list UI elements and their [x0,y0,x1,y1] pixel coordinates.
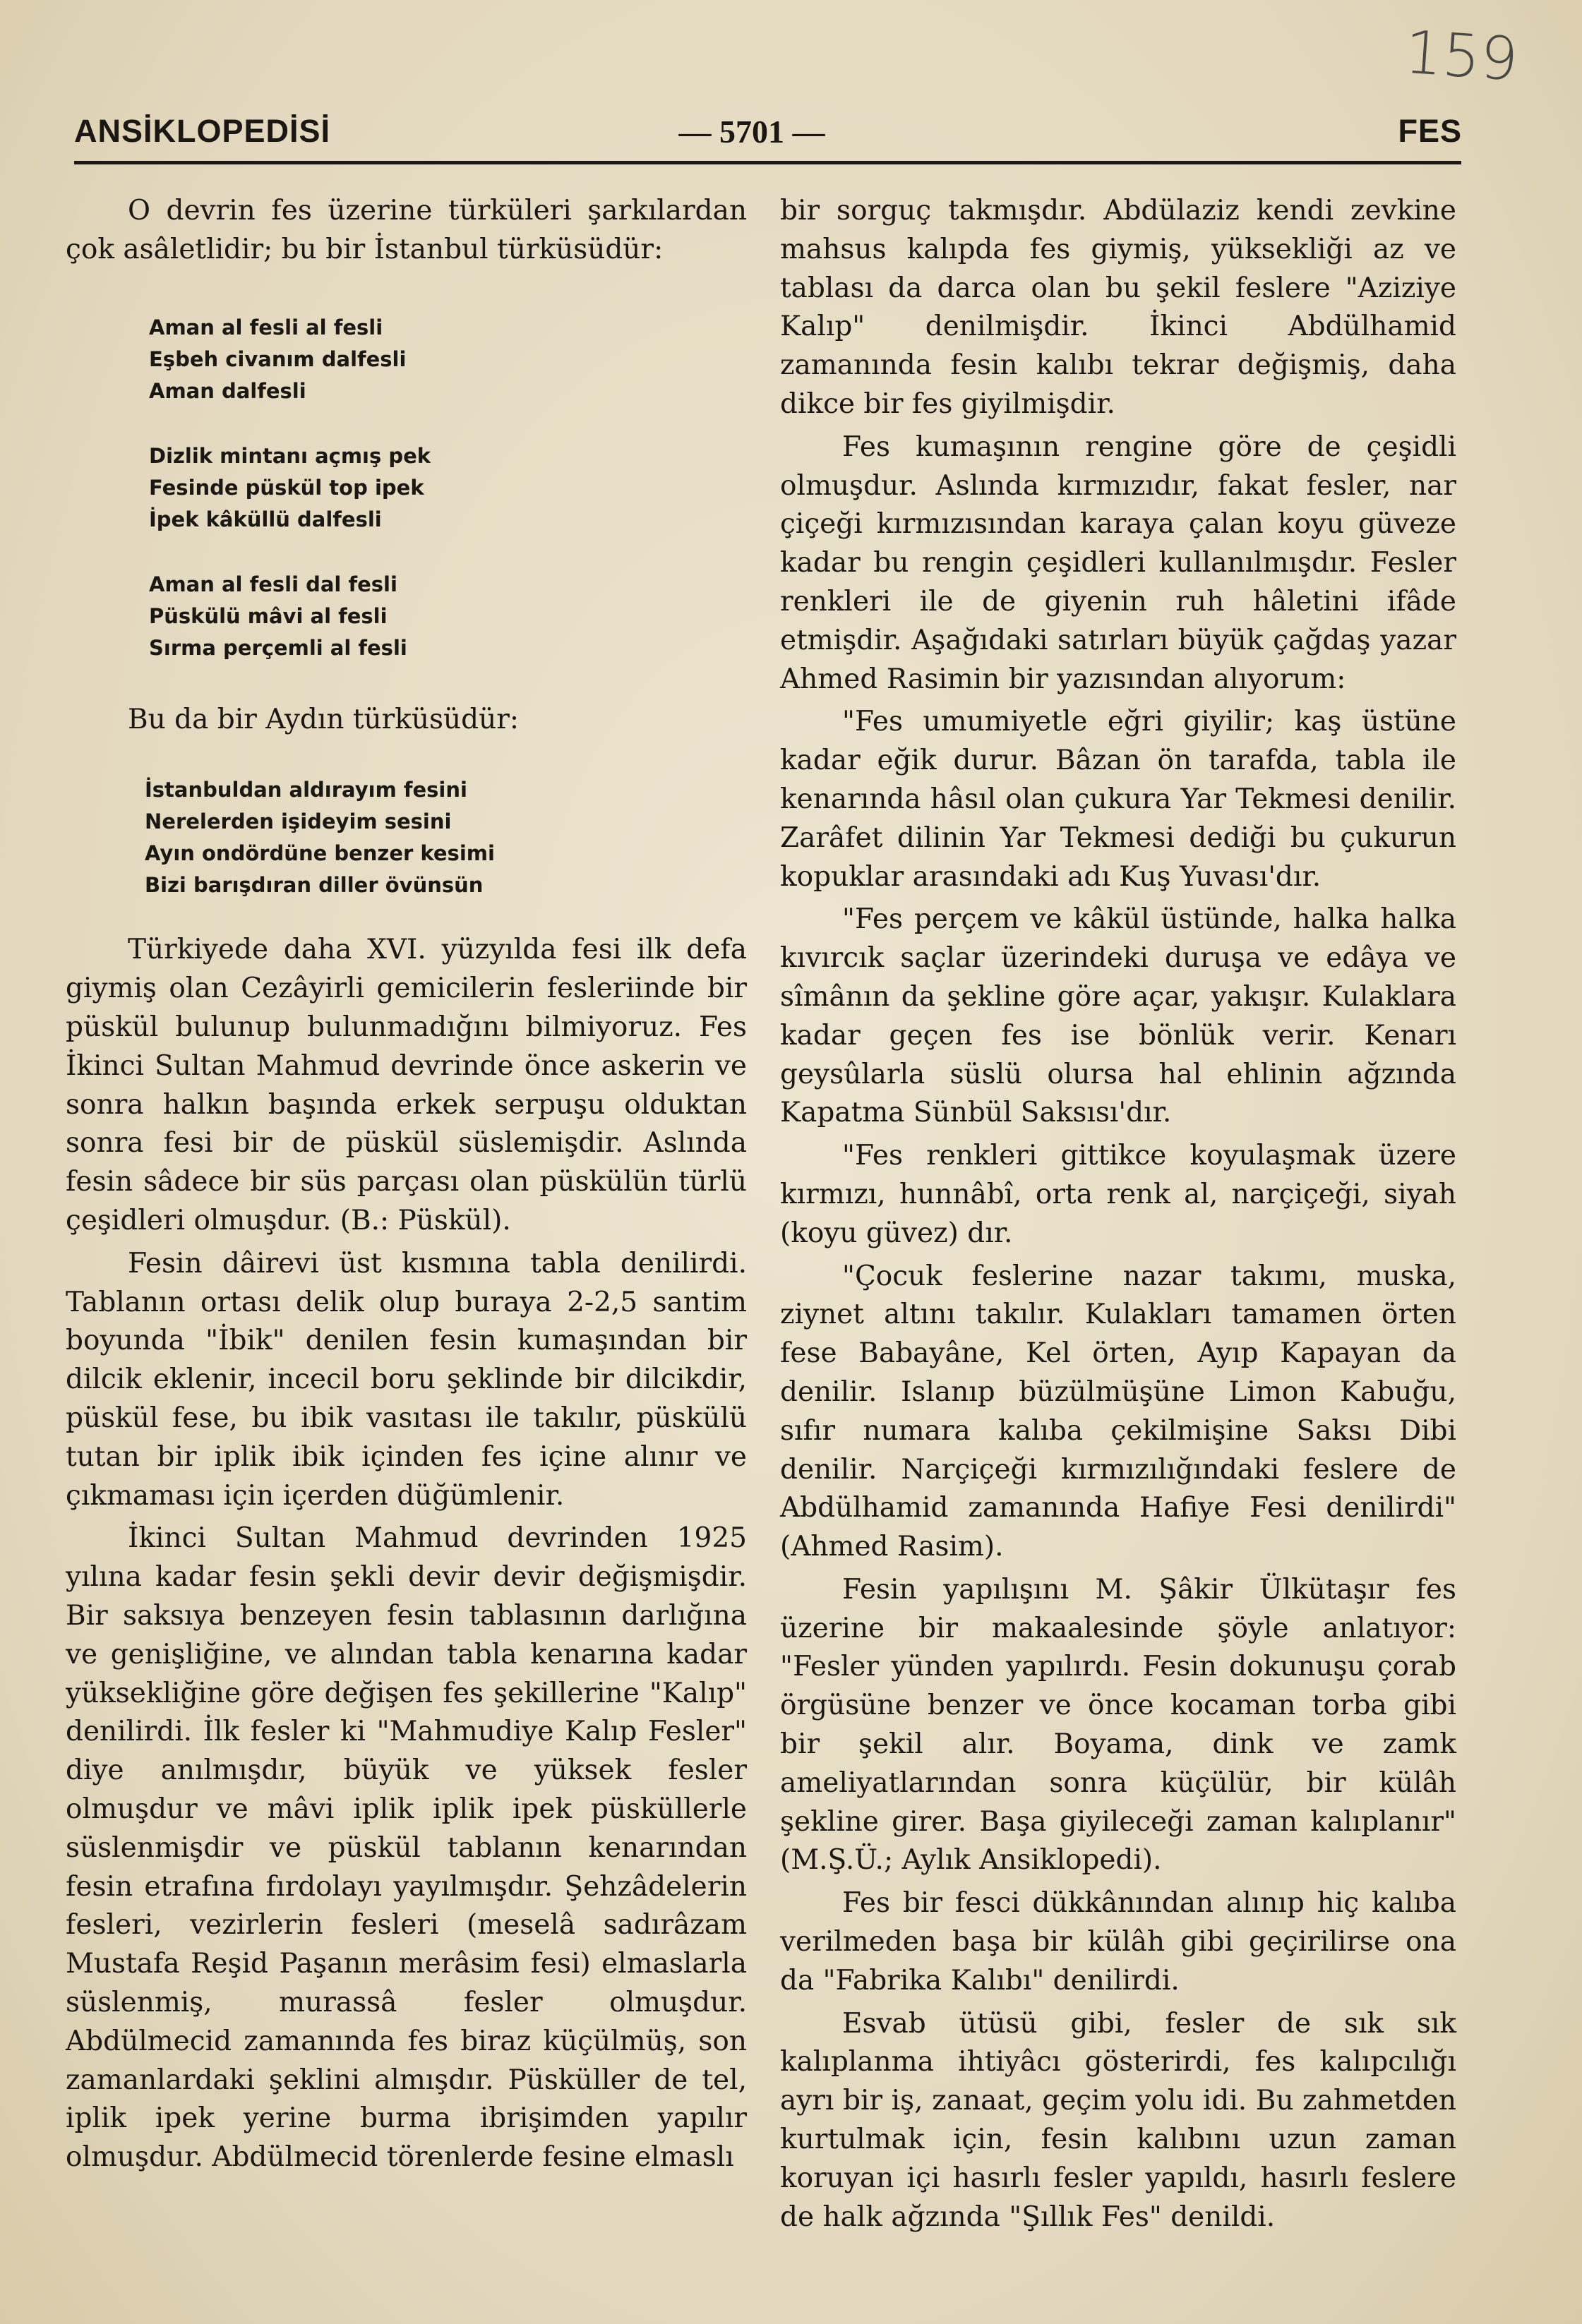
poem-line: Eşbeh civanım dalfesli [149,347,407,371]
poem-istanbul [149,312,747,664]
poem-stanza [149,440,747,536]
poem-stanza [149,312,747,407]
poem-line: Püskülü mâvi al fesli [149,603,388,628]
poem-line: İstanbuldan aldırayım fesini [145,778,467,802]
handwritten-page-number: 159 [1402,17,1521,95]
poem-stanza [149,569,747,664]
paragraph: bir sorguç takmışdır. Abdülaziz kendi zevkine mahsus kalıpda fes giymiş, yüksekliği az ve tablası da darca olan bu şekil feslere "Aziziye Kalıp" denilmişdir. İkinci Abdülhamid zamanında fesin kalıbı tekrar değişmiş, daha dikce bir fes giyilmişdir. [780,195,1456,420]
poem-line: Bizi barışdıran diller övünsün [145,873,484,898]
poem-line: Ayın ondördüne benzer kesimi [145,841,495,866]
paragraph: Fes kumaşının rengine göre de çeşidli olmuşdur. Aslında kırmızıdır, fakat fesler, nar çiçeği kırmızısından karaya çalan koyu güveze kadar bu rengin çeşidleri kullanılmışdır. Fesler renkleri ile de giyenin ruh hâletini ifâde etmişdir. Aşağıdaki satırları büyük çağdaş yazar Ahmed Rasimin bir yazısından alıyorum: [780,431,1456,695]
quote-paragraph: "Fes renkleri gittikce koyulaşmak üzere kırmızı, hunnâbî, orta renk al, narçiçeği, siyah (koyu güvez) dır. [780,1140,1456,1249]
poem-line: Aman al fesli dal fesli [149,572,397,596]
poem-line: Aman dalfesli [149,378,306,403]
poem-line: Aman al fesli al fesli [149,315,383,339]
page-number: — 5701 — [678,114,825,150]
paragraph: Esvab ütüsü gibi, fesler de sık sık kalıplanma ihtiyâcı gösterirdi, fes kalıpcılığı ayrı bir iş, zanaat, geçim yolu idi. Bu zahmetden kurtulmak için, fesin kalıbını uzun zaman koruyan içi hasırlı fesler yapıldı, hasırlı feslere de halk ağzında "Şıllık Fes" denildi. [780,2007,1456,2233]
quote-paragraph: "Fes perçem ve kâkül üstünde, halka halka kıvırcık saçlar üzerindeki duruşa ve edâya ve sîmânın da şekline göre açar, yakışır. Kulaklara kadar geçen fes ise bönlük verir. Kenarı geysûlarla süslü olursa hal ehlinin ağzında Kapatma Sünbül Saksısı'dır. [780,903,1456,1129]
poem-line: Sırma perçemli al fesli [149,635,407,660]
poem-line: Nerelerden işideyim sesini [145,809,452,834]
quote-paragraph: "Çocuk feslerine nazar takımı, muska, ziynet altını takılır. Kulakları tamamen örten fese Babayâne, Kel örten, Ayıp Kapayan da denilir. Islanıp büzülmüşüne Limon Kabuğu, sıfır numara kalıba çekilmişine Saksı Dibi denilir. Narçiçeği kırmızılığındaki feslere de Abdülhamid zamanında Hafiye Fesi denilirdi" (Ahmed Rasim). [780,1260,1456,1563]
poem-line: Fesinde püskül top ipek [149,475,424,500]
quote-paragraph: "Fes umumiyetle eğri giyilir; kaş üstüne kadar eğik durur. Bâzan ön tarafda, tabla ile kenarında hâsıl olan çukura Yar Tekmesi denilir. Zarâfet dilinin Yar Tekmesi dediği bu çukurun kopuklar arasındaki adı Kuş Yuvası'dır. [780,706,1456,893]
poem-line: İpek kâküllü dalfesli [149,507,382,531]
paragraph: İkinci Sultan Mahmud devrinden 1925 yılına kadar fesin şekli devir devir değişmişdir. Bir saksıya benzeyen fesin tablasının darlığına ve genişliğine, ve alından tabla kenarına kadar yüksekliğine göre değişen fes şekillerine "Kalıp" denilirdi. İlk fesler ki "Mahmudiye Kalıp Fesler" diye anılmışdır, büyük ve yüksek fesler olmuşdur ve mâvi iplik iplik ipek püsküllerle süslenmişdir ve püskül tablanın kenarından fesin etrafına fırdolayı yayılmışdır. Şehzâdelerin fesleri, vezirlerin fesleri (meselâ sadırâzam Mustafa Reşid Paşanın merâsim fesi) elmaslarla süslenmiş, murassâ fesler olmuşdur. Abdülmecid zamanında fes biraz küçülmüş, son zamanlardaki şeklini almışdır. Püsküller de tel, iplik ipek yerine burma ibrişimden yapılır olmuşdur. Abdülmecid törenlerde fesine elmaslı [66,1522,747,2174]
paragraph: Fesin yapılışını M. Şâkir Ülkütaşır fes üzerine bir makaalesinde şöyle anlatıyor: "Fesler yünden yapılırdı. Fesin dokunuşu çorab örgüsüne benzer ve önce kocaman torba gibi bir şekil alır. Boyama, dink ve zamk ameliyatlarından sonra küçülür, bir külâh şekline girer. Başa giyileceği zaman kalıplanır" (M.Ş.Ü.; Aylık Ansiklopedi). [780,1573,1456,1877]
poem-aydin [145,774,747,901]
entry-keyword: FES [1398,113,1462,149]
paragraph: O devrin fes üzerine türküleri şarkılardan çok asâletlidir; bu bir İstanbul türküsüdür: [66,195,747,265]
header-rule [74,161,1461,164]
paragraph: Fes bir fesci dükkânından alınıp hiç kalıba verilmeden başa bir külâh gibi geçirilirse ona da "Fabrika Kalıbı" denilirdi. [780,1887,1456,1997]
left-column [66,192,747,2177]
paragraph: Fesin dâirevi üst kısmına tabla denilirdi. Tablanın ortası delik olup buraya 2-2,5 santim boyunda "İbik" denilen fesin kumaşından bir dilcik eklenir, incecil boru şeklinde bir dilcikdir, püskül fese, bu ibik vasıtası ile takılır, püskülü tutan bir iplik ibik içinden fes içine alınır ve çıkmaması için içerden düğümlenir. [66,1247,747,1512]
right-column [780,192,1456,2236]
paragraph: Türkiyede daha XVI. yüzyılda fesi ilk defa giymiş olan Cezâyirli gemicilerin fesleriinde bir püskül bulunup bulunmadığını bilmiyoruz. Fes İkinci Sultan Mahmud devrinde önce askerin ve sonra halkın başında erkek serpuşu olduktan sonra fesi bir de püskül süslemişdir. Aslında fesin sâdece bir süs parçası olan püskülün türlü çeşidleri olmuşdur. (B.: Püskül). [66,934,747,1236]
paragraph: Bu da bir Aydın türküsüdür: [128,703,520,735]
poem-line: Dizlik mintanı açmış pek [149,443,431,468]
running-header-title: ANSİKLOPEDİSİ [74,113,331,149]
